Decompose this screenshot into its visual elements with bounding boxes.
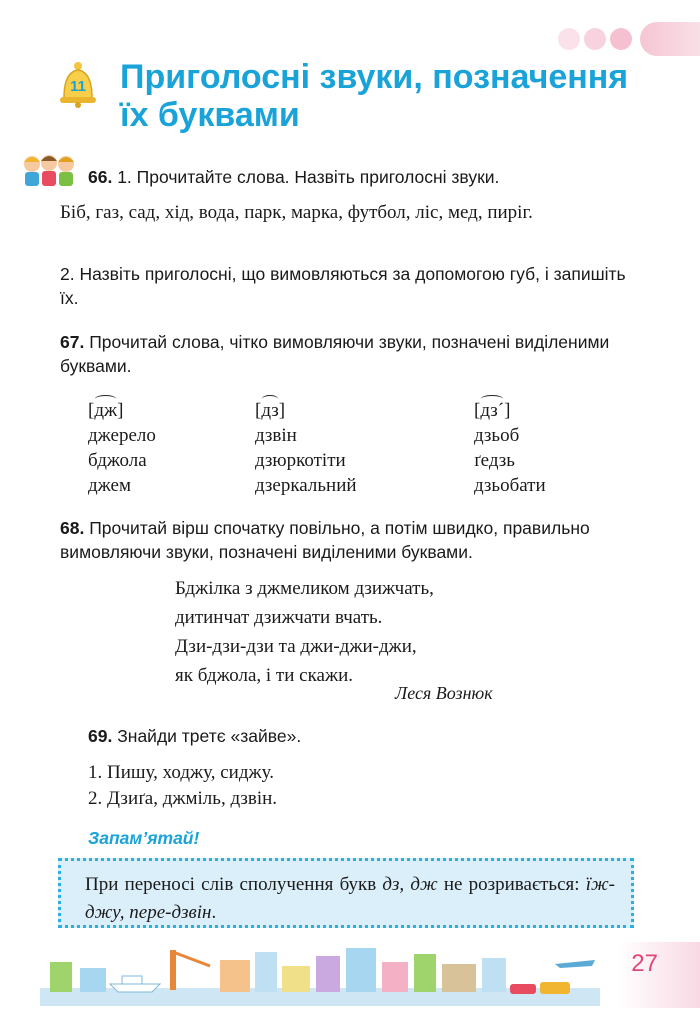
poem-line: дитинчат дзижчати вчать. (175, 607, 383, 628)
page-number-background (618, 942, 700, 1008)
group-work-icon (18, 152, 80, 188)
task-66-header (88, 165, 648, 189)
remember-label: Запам’ятай! (88, 828, 200, 848)
task-67 (60, 330, 640, 378)
task-68 (60, 516, 640, 564)
word: дзьоб (474, 425, 520, 446)
lesson-number: 11 (70, 78, 86, 95)
sound-transcription: [дз´] (474, 400, 511, 421)
task-66-part2: 2. Назвіть приголосні, що вимовляються за допомогою губ, і запишіть їх. (60, 264, 626, 308)
rule-box: При переносі слів сполучення букв дз, дж не розривається: їж-джу, пере-дзвін. (58, 858, 634, 928)
poem-line: Дзи-дзи-дзи та джи-джи-джи, (175, 636, 417, 657)
task-69-number: 69. (88, 726, 113, 746)
page-number: 27 (631, 950, 658, 977)
city-illustration (40, 944, 600, 1006)
word: дзеркальний (255, 475, 357, 496)
poem-line: як бджола, і ти скажи. (175, 665, 354, 686)
task-66-instruction: 1. Прочитайте слова. Назвіть приголосні звуки. (117, 167, 500, 187)
sound-transcription: [дз] (255, 400, 286, 421)
task-69-instruction: Знайди третє «зайве». (117, 726, 302, 746)
word: джем (88, 475, 132, 496)
task-66-words: Біб, газ, сад, хід, вода, парк, марка, футбол, ліс, мед, пиріг. (60, 202, 533, 223)
sound-transcription: [дж] (88, 400, 124, 421)
task-69 (88, 724, 648, 748)
word: бджола (88, 450, 147, 471)
word: ґедзь (474, 450, 515, 471)
task-68-number: 68. (60, 518, 85, 538)
header-decoration (530, 22, 700, 56)
word: дзьобати (474, 475, 546, 496)
bell-icon (56, 60, 100, 108)
poem (175, 574, 575, 690)
word: дзвін (255, 425, 297, 446)
task-69-list (88, 760, 588, 812)
task-67-number: 67. (60, 332, 85, 352)
task-66-number: 66. (88, 167, 113, 187)
list-item: 2. Дзиґа, джміль, дзвін. (88, 788, 278, 809)
sound-column-dz-soft (474, 398, 546, 498)
list-item: 1. Пишу, ходжу, сиджу. (88, 762, 274, 783)
sound-column-dzh (88, 398, 156, 498)
page-title: Приголосні звуки, позначення їх буквами (120, 58, 629, 134)
word: джерело (88, 425, 156, 446)
poem-author: Леся Вознюк (395, 683, 493, 703)
poem-line: Бджілка з джмеликом дзижчать, (175, 578, 434, 599)
task-67-instruction: Прочитай слова, чітко вимовляючи звуки, позначені виділеними буквами. (60, 332, 610, 376)
word: дзюркотіти (255, 450, 346, 471)
task-68-instruction: Прочитай вірш спочатку повільно, а потім швидко, правильно вимовляючи звуки, позначені виділеними буквами. (60, 518, 590, 562)
sound-column-dz (255, 398, 357, 498)
